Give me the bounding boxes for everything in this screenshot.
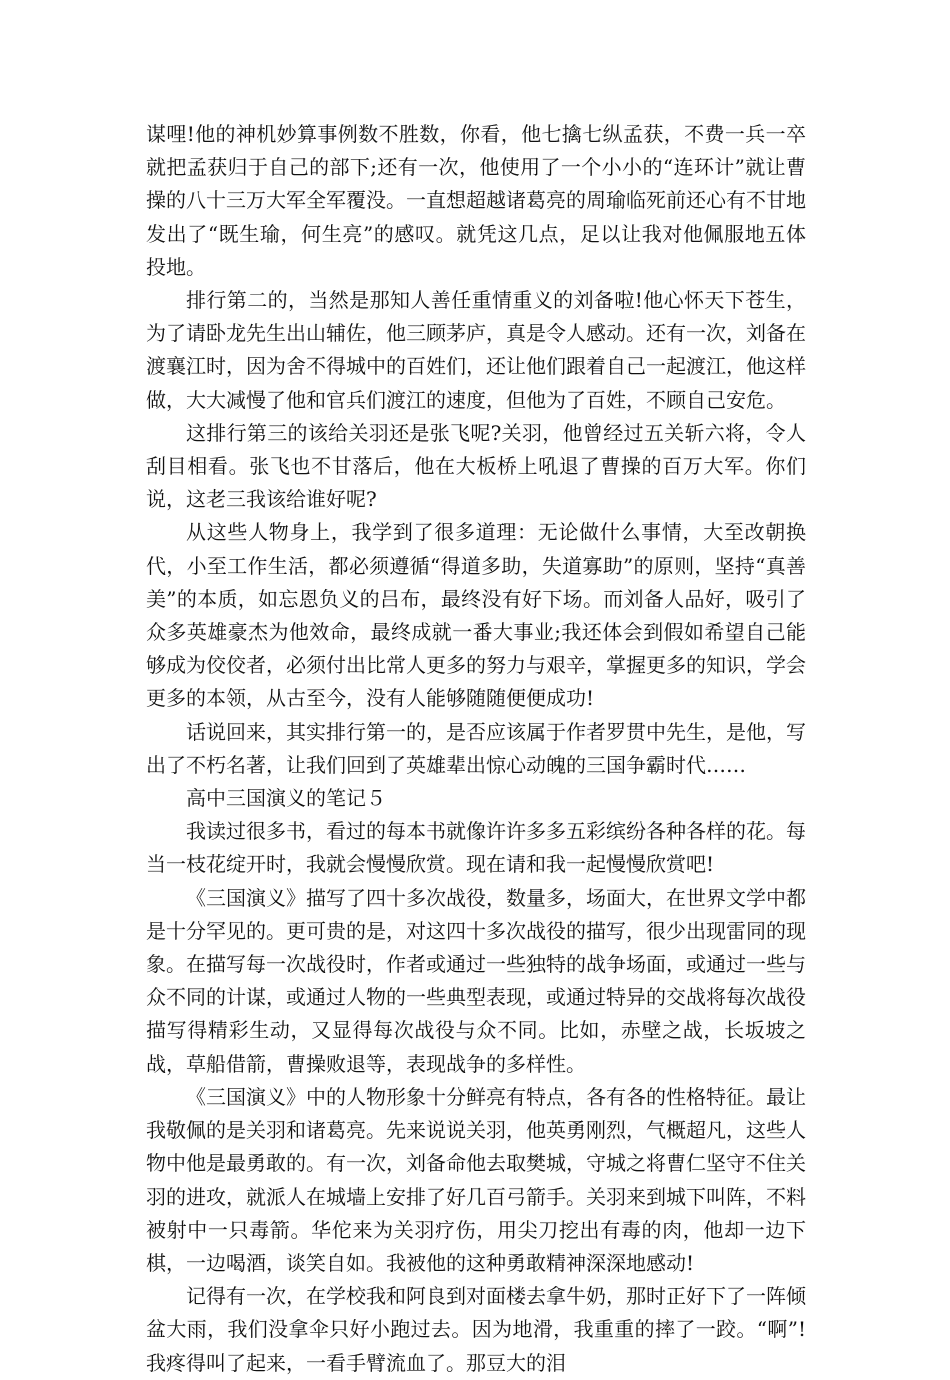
document-page [146, 118, 806, 1380]
paragraph-9: 记得有一次，在学校我和阿良到对面楼去拿牛奶，那时正好下了一阵倾盆大雨，我们没拿伞只好小跑过去。因为地滑，我重重的摔了一跤。“啊”!我疼得叫了起来，一看手臂流血了。那豆大的泪 [146, 1284, 806, 1375]
paragraph-5: 话说回来，其实排行第一的，是否应该属于作者罗贯中先生，是他，写出了不朽名著，让我们回到了英雄辈出惊心动魄的三国争霸时代…… [146, 719, 806, 777]
paragraph-8: 《三国演义》中的人物形象十分鲜亮有特点，各有各的性格特征。最让我敬佩的是关羽和诸葛亮。先来说说关羽，他英勇刚烈，气概超凡，这些人物中他是最勇敢的。有一次，刘备命他去取樊城，守城之将曹仁坚守不住关羽的进攻，就派人在城墙上安排了好几百弓箭手。关羽来到城下叫阵，不料被射中一只毒箭。华佗来为关羽疗伤，用尖刀挖出有毒的肉，他却一边下棋，一边喝酒，谈笑自如。我被他的这种勇敢精神深深地感动! [146, 1084, 806, 1275]
paragraph-6: 我读过很多书，看过的每本书就像许许多多五彩缤纷各种各样的花。每当一枝花绽开时，我就会慢慢欣赏。现在请和我一起慢慢欣赏吧! [146, 819, 806, 877]
paragraph-4: 从这些人物身上，我学到了很多道理：无论做什么事情，大至改朝换代，小至工作生活，都必须遵循“得道多助，失道寡助”的原则，坚持“真善美”的本质，如忘恩负义的吕布，最终没有好下场。而刘备人品好，吸引了众多英雄豪杰为他效命，最终成就一番大事业;我还体会到假如希望自己能够成为佼佼者，必须付出比常人更多的努力与艰辛，掌握更多的知识，学会更多的本领，从古至今，没有人能够随随便便成功! [146, 520, 806, 711]
paragraph-3: 这排行第三的该给关羽还是张飞呢?关羽，他曾经过五关斩六将，令人刮目相看。张飞也不甘落后，他在大板桥上吼退了曹操的百万大军。你们说，这老三我该给谁好呢? [146, 420, 806, 512]
paragraph-2: 排行第二的，当然是那知人善任重情重义的刘备啦!他心怀天下苍生，为了请卧龙先生出山辅佐，他三顾茅庐，真是令人感动。还有一次，刘备在渡襄江时，因为舍不得城中的百姓们，还让他们跟着自己一起渡江，他这样做，大大减慢了他和官兵们渡江的速度，但他为了百姓，不顾自己安危。 [146, 288, 806, 412]
paragraph-7: 《三国演义》描写了四十多次战役，数量多，场面大，在世界文学中都是十分罕见的。更可贵的是，对这四十多次战役的描写，很少出现雷同的现象。在描写每一次战役时，作者或通过一些独特的战争场面，或通过一些与众不同的计谋，或通过人物的一些典型表现，或通过特异的交战将每次战役描写得精彩生动，又显得每次战役与众不同。比如，赤壁之战，长坂坡之战，草船借箭，曹操败退等，表现战争的多样性。 [146, 885, 806, 1076]
paragraph-1: 谋哩!他的神机妙算事例数不胜数，你看，他七擒七纵孟获，不费一兵一卒就把孟获归于自己的部下;还有一次，他使用了一个小小的“连环计”就让曹操的八十三万大军全军覆没。一直想超越诸葛亮的周瑜临死前还心有不甘地发出了“既生瑜，何生亮”的感叹。就凭这几点，足以让我对他佩服地五体投地。 [146, 122, 806, 279]
section-heading: 高中三国演义的笔记５ [186, 786, 386, 811]
